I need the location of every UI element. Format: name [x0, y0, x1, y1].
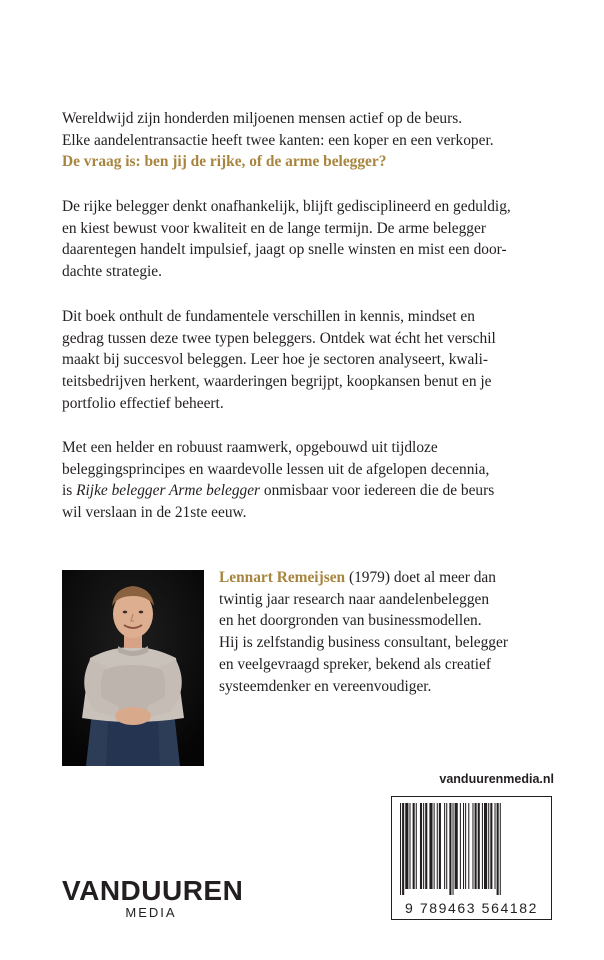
bio-line: systeemdenker en vereenvoudiger. — [219, 677, 432, 695]
book-content-paragraph — [62, 306, 552, 415]
barcode-bar — [484, 803, 487, 889]
barcode-bar — [425, 803, 427, 889]
logo-subtitle: MEDIA — [125, 905, 177, 920]
bio-line: en veelgevraagd spreker, bekend als creatief — [219, 655, 491, 673]
author-portrait-illustration — [62, 570, 204, 766]
author-photo — [62, 570, 204, 766]
barcode-bar — [439, 803, 441, 889]
paragraph-line: wil verslaan in de 21ste eeuw. — [62, 504, 247, 522]
publisher-website[interactable]: vanduurenmedia.nl — [439, 772, 554, 786]
line-suffix: onmisbaar voor iedereen die de beurs — [260, 482, 495, 500]
barcode-bar — [437, 803, 438, 889]
bio-line: twintig jaar research naar aandelenbeleggen — [219, 590, 490, 608]
intro-paragraph — [62, 108, 552, 173]
author-year-text: (1979) doet al meer dan — [345, 569, 496, 586]
framework-paragraph — [62, 437, 552, 524]
barcode-bar — [423, 803, 424, 889]
paragraph-line: dachte strategie. — [62, 263, 162, 281]
line-prefix: is — [62, 482, 77, 500]
book-title: Rijke belegger Arme belegger — [76, 482, 261, 500]
barcode-bar — [478, 803, 480, 889]
barcode-bar — [420, 803, 422, 889]
barcode-bar — [495, 803, 496, 889]
paragraph-line: en kiest bewust voor kwaliteit en de lange termijn. De arme belegger — [62, 219, 486, 237]
barcode — [391, 796, 552, 920]
barcode-bar — [402, 803, 404, 895]
author-bio — [219, 567, 559, 697]
intro-question: De vraag is: ben jij de rijke, of de arme belegger? — [62, 153, 387, 171]
paragraph-line: maakt bij succesvol beleggen. Leer hoe je sectoren analyseert, kwali- — [62, 351, 489, 369]
barcode-bar — [460, 803, 461, 889]
barcode-bar — [400, 803, 401, 895]
bio-line: en het doorgronden van businessmodellen. — [219, 612, 482, 630]
barcode-bar — [465, 803, 466, 889]
paragraph-line: De rijke belegger denkt onafhankelijk, blijft gedisciplineerd en geduldig, — [62, 198, 511, 215]
barcode-bar — [468, 803, 469, 889]
barcode-bar — [434, 803, 435, 889]
paragraph-line: daarentegen handelt impulsief, jaagt op snelle winsten en mist een door- — [62, 241, 507, 259]
barcode-bar — [490, 803, 492, 889]
paragraph-line: Met een helder en robuust raamwerk, opgebouwd uit tijdloze — [62, 439, 438, 456]
paragraph-line: beleggingsprincipes en waardevolle lessen uit de afgelopen decennia, — [62, 460, 490, 478]
barcode-bar — [429, 803, 432, 889]
paragraph-line: portfolio effectief beheert. — [62, 394, 224, 412]
isbn-number: 9 789463 564182 — [405, 900, 538, 916]
rich-poor-paragraph — [62, 196, 552, 283]
intro-line-2: Elke aandelentransactie heeft twee kanten: een koper en een verkoper. — [62, 131, 494, 149]
barcode-bar — [413, 803, 415, 889]
barcode-bar — [446, 803, 447, 889]
barcode-bar — [444, 803, 445, 889]
paragraph-line: gedrag tussen deze twee typen beleggers. Ontdek wat écht het verschil — [62, 329, 496, 347]
barcode-bar — [409, 803, 410, 889]
barcode-bar — [500, 803, 501, 895]
paragraph-line — [62, 480, 552, 502]
barcode-bar — [463, 803, 464, 889]
barcode-bar — [482, 803, 483, 889]
barcode-bar — [472, 803, 473, 889]
barcode-bar — [455, 803, 458, 889]
logo-wordmark: VANDUUREN — [62, 875, 244, 906]
paragraph-line: Dit boek onthult de fundamentele verschillen in kennis, mindset en — [62, 308, 475, 325]
publisher-logo — [62, 875, 244, 920]
barcode-bar — [475, 803, 477, 889]
barcode-bar — [488, 803, 489, 889]
bio-line — [219, 567, 559, 589]
barcode-bar — [416, 803, 417, 889]
paragraph-line: teitsbedrijven herkent, waarderingen begrijpt, koopkansen benut en je — [62, 373, 492, 391]
bio-line: Hij is zelfstandig business consultant, belegger — [219, 634, 508, 652]
barcode-bars — [398, 803, 544, 895]
barcode-bar — [405, 803, 408, 889]
author-name: Lennart Remeijsen — [219, 569, 346, 586]
barcode-bar — [453, 803, 454, 895]
barcode-bar — [449, 803, 451, 895]
intro-line-1: Wereldwijd zijn honderden miljoenen mensen actief op de beurs. — [62, 110, 463, 127]
barcode-bar — [497, 803, 499, 895]
